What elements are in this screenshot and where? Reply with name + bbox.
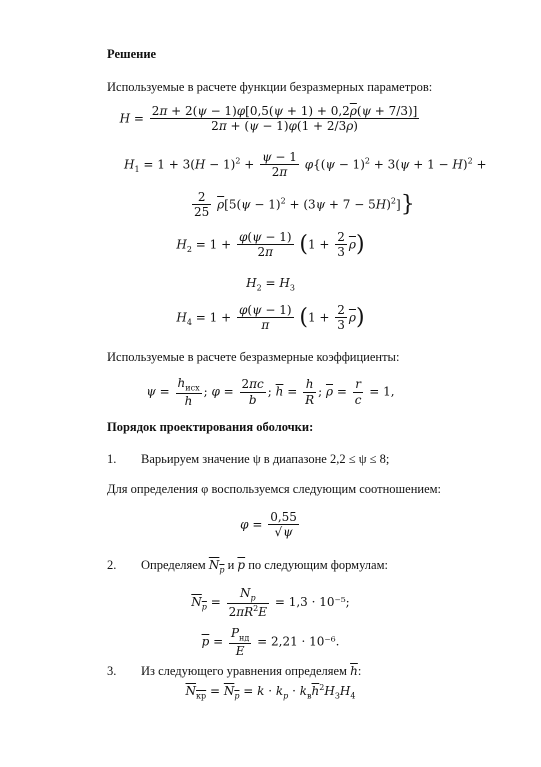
coeffs-intro: Используемые в расчете безразмерные коэффициенты: bbox=[107, 350, 400, 364]
step1-text: Варьируем значение ψ в диапазоне 2,2 ≤ ψ ≤ 8; bbox=[141, 452, 390, 466]
step3-text: Из следующего уравнения определяем $\overline{h}$: bbox=[141, 664, 362, 678]
step1-number: 1. bbox=[107, 452, 117, 466]
formula-Np: $N_p$ = $\frac{N_p}{2\pi R^2E}$ = 1,3 · 10⁻⁵; bbox=[191, 586, 350, 619]
phi-intro: Для определения φ воспользуемся следующим соотношением: bbox=[107, 482, 442, 496]
heading-solution: Решение bbox=[107, 47, 157, 61]
step2-text-post: по следующим формулам: bbox=[245, 558, 388, 572]
formula-Nkp: $N_{кр} = N_p = k \cdot k_p \cdot k_в\overline{h}^2H_3H_4$ bbox=[185, 683, 356, 701]
formula-H4: $H_4 = 1$ + $\frac{\varphi(\psi - 1)}{\pi}$ (1 + $\frac{2}{3}$ $\overline{\rho}$) bbox=[176, 303, 365, 333]
formula-H2-H3: $H_2 = H_3$ bbox=[246, 276, 295, 293]
step3-number: 3. bbox=[107, 664, 117, 678]
step2-text: Определяем $N_p$ и $\overline{p}$ по следующим формулам: bbox=[141, 558, 388, 575]
step3-text-main: Из следующего уравнения определяем bbox=[141, 664, 351, 678]
step2-number: 2. bbox=[107, 558, 117, 572]
step2-text-pre: Определяем bbox=[141, 558, 209, 572]
formula-H: H = $\frac{2\pi + 2(\psi - 1)\varphi[0,5(\psi + 1) + 0,2\overline{\rho}(\psi + 7/3)]}{2\pi + (\psi - 1)\varphi(1 + 2/3\overline{\rho})}$ bbox=[119, 104, 418, 134]
heading-procedure: Порядок проектирования оболочки: bbox=[107, 420, 314, 434]
formula-p: $\overline{p}$ = $\frac{P_{нд}}{E}$ = 2,21 · 10⁻⁶. bbox=[201, 626, 340, 658]
value-p: 2,21 · 10⁻⁶. bbox=[271, 634, 340, 649]
formula-H1-line1: $H_1 = 1 + 3(H - 1)^2$ + $\frac{\psi - 1}{2\pi}$ $\varphi\{(\psi - 1)^2 + 3(\psi + 1 - H)^2$ + bbox=[124, 150, 487, 180]
step2-text-mid: и bbox=[224, 558, 238, 572]
value-Np: 1,3 · 10⁻⁵; bbox=[288, 595, 350, 610]
formula-coefficients: ψ = $\frac{h_{исх}}{h}$ ; φ = $\frac{2\pi c}{b}$ ; $\overline{h}$ = $\frac{h}{R}$ ; $\overline{\rho}$ = $\frac{r}{c}$ = 1, bbox=[146, 376, 395, 408]
formula-H2: $H_2 = 1$ + $\frac{\varphi(\psi - 1)}{2\pi}$ (1 + $\frac{2}{3}$ $\overline{\rho}$) bbox=[176, 230, 365, 260]
formula-phi: φ = $\frac{0,55}{√\psi}$ bbox=[240, 510, 297, 540]
functions-intro: Используемые в расчете функции безразмерных параметров: bbox=[107, 80, 433, 94]
formula-H1-line2: $\frac{2}{25}$ $\overline{\rho}[5(\psi - 1)^2 + (3\psi + 7 - 5H)^2]$} bbox=[194, 190, 415, 220]
